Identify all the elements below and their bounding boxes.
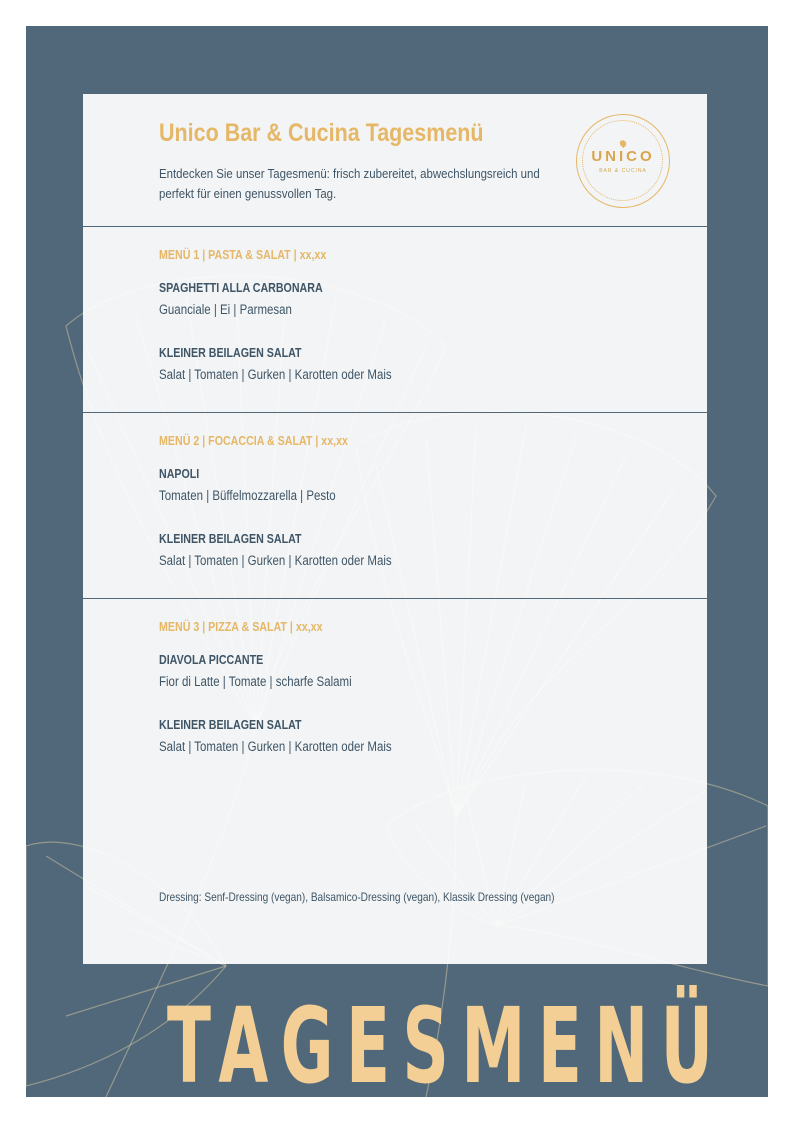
unico-logo <box>576 114 670 208</box>
menu-section-2 <box>83 413 707 599</box>
menu-title: MENÜ 3 | PIZZA & SALAT | xx,xx <box>159 619 323 634</box>
dish-name: SPAGHETTI ALLA CARBONARA <box>159 280 323 295</box>
dish-name: KLEINER BEILAGEN SALAT <box>159 531 302 546</box>
menu-title: MENÜ 1 | PASTA & SALAT | xx,xx <box>159 247 327 262</box>
dish-description: Salat | Tomaten | Gurken | Karotten oder Mais <box>159 739 392 754</box>
dish-description: Guanciale | Ei | Parmesan <box>159 302 292 317</box>
menu-header <box>83 94 707 227</box>
logo-wordmark: UNICO <box>591 148 655 165</box>
dressing-note: Dressing: Senf-Dressing (vegan), Balsamico-Dressing (vegan), Klassik Dressing (vegan) <box>159 890 555 904</box>
page-title: Unico Bar & Cucina Tagesmenü <box>159 119 484 147</box>
dish-description: Tomaten | Büffelmozzarella | Pesto <box>159 488 336 503</box>
dish-description: Salat | Tomaten | Gurken | Karotten oder Mais <box>159 553 392 568</box>
menu-section-1 <box>83 227 707 413</box>
menu-title: MENÜ 2 | FOCACCIA & SALAT | xx,xx <box>159 433 348 448</box>
dish-description: Fior di Latte | Tomate | scharfe Salami <box>159 674 352 689</box>
menu-card <box>83 94 707 964</box>
page-subtitle: Entdecken Sie unser Tagesmenü: frisch zubereitet, abwechslungsreich und perfekt für einen genussvollen Tag. <box>159 166 540 201</box>
dish-name: DIAVOLA PICCANTE <box>159 652 264 667</box>
tagesmenu-banner: TAGESMENÜ <box>166 985 726 1097</box>
logo-tagline: BAR & CUCINA <box>599 168 647 174</box>
menu-poster <box>26 26 768 1097</box>
dish-description: Salat | Tomaten | Gurken | Karotten oder Mais <box>159 367 392 382</box>
dish-name: KLEINER BEILAGEN SALAT <box>159 717 302 732</box>
dish-name: KLEINER BEILAGEN SALAT <box>159 345 302 360</box>
dish-name: NAPOLI <box>159 466 200 481</box>
menu-section-3 <box>83 599 707 784</box>
